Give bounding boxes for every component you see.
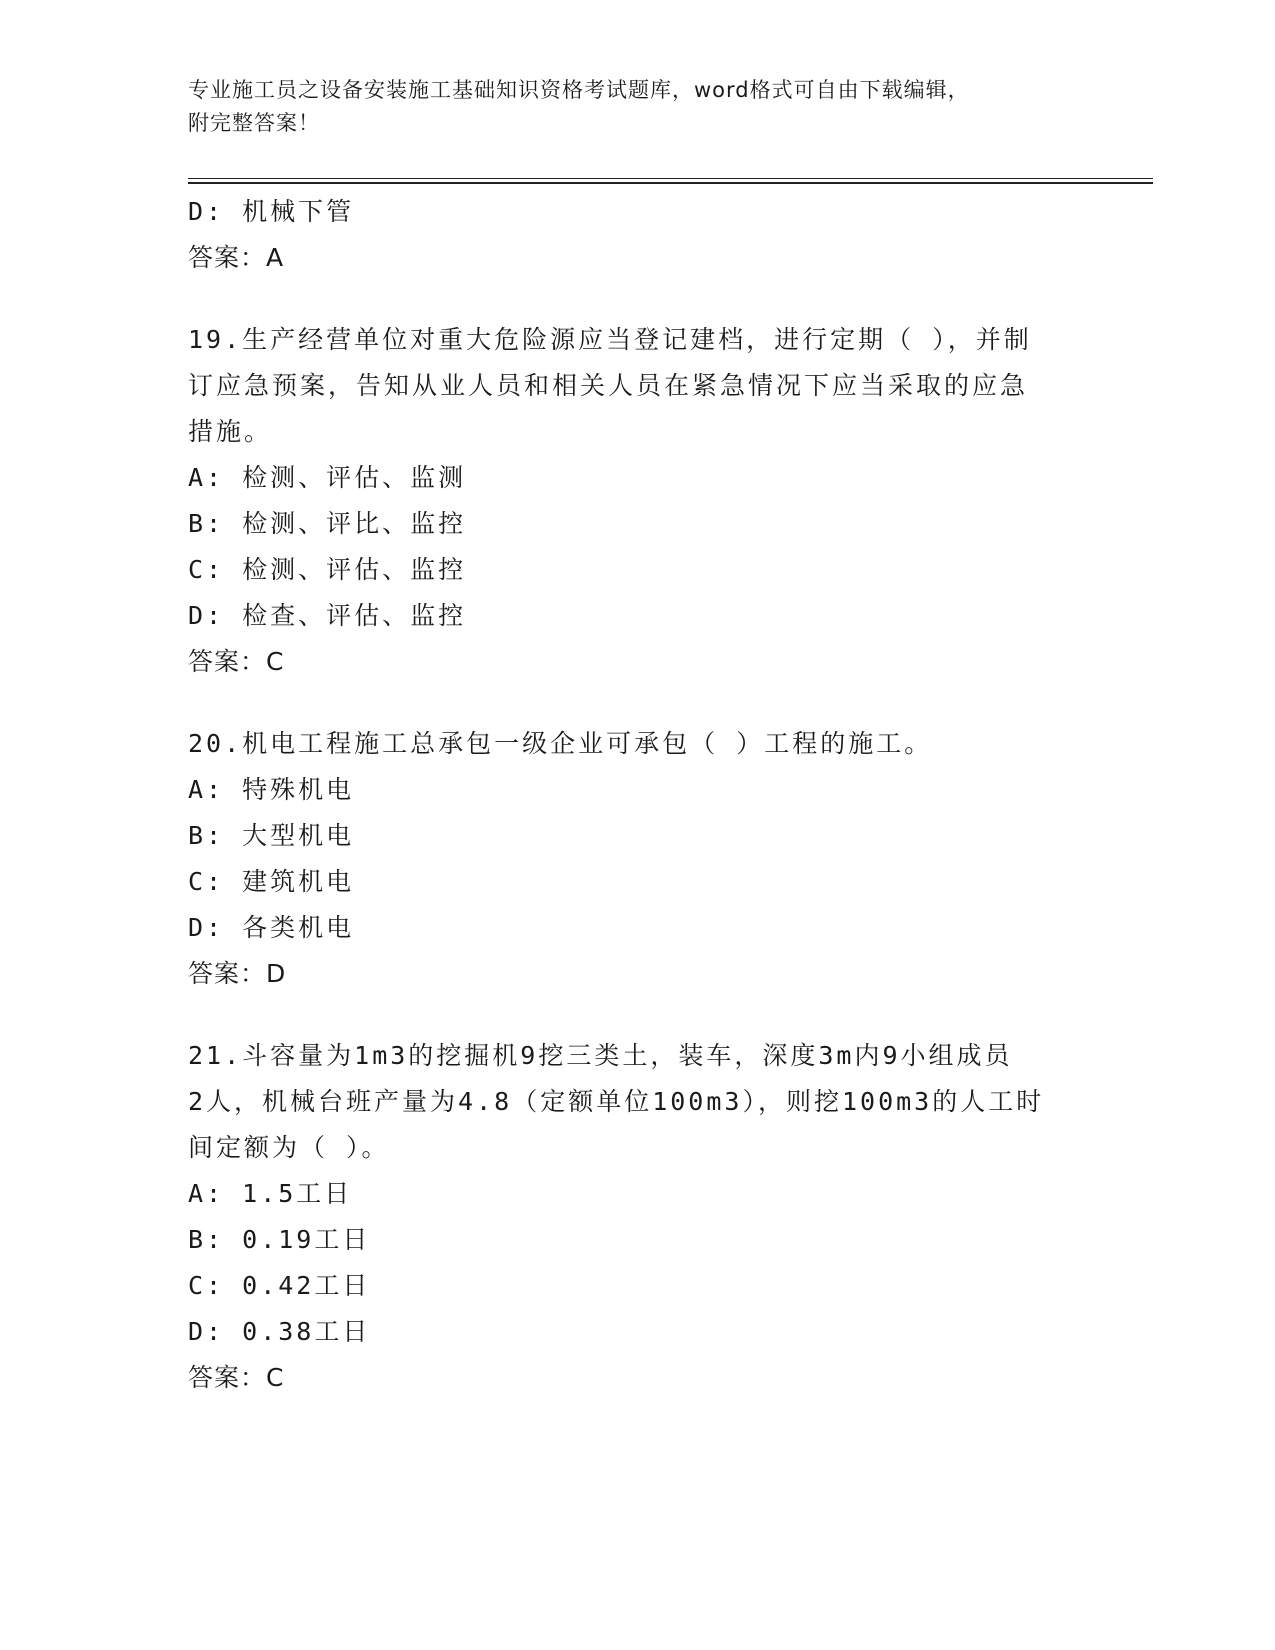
question-20: [188, 721, 1088, 997]
option-d: D: 检查、评估、监控: [188, 601, 467, 630]
option-b: B: 0.19工日: [188, 1225, 371, 1254]
option-c: C: 0.42工日: [188, 1271, 371, 1300]
question-stem-line: 21.斗容量为1m3的挖掘机9挖三类土，装车，深度3m内9小组成员: [188, 1041, 1013, 1070]
spacer: [188, 997, 1088, 1033]
question-stem-line: 2人，机械台班产量为4.8（定额单位100m3），则挖100m3的人工时: [188, 1087, 1045, 1116]
question-content: [188, 189, 1088, 1401]
option-d: D: 0.38工日: [188, 1317, 371, 1346]
prev-option-d: D: 机械下管: [188, 197, 355, 226]
header-rule-thin: [188, 178, 1153, 179]
prev-answer: 答案：A: [188, 243, 285, 272]
option-c: C: 建筑机电: [188, 867, 355, 896]
option-c: C: 检测、评估、监控: [188, 555, 467, 584]
question-stem-line: 订应急预案，告知从业人员和相关人员在紧急情况下应当采取的应急: [188, 371, 1029, 400]
header-rule-thick: [188, 182, 1153, 184]
answer: 答案：D: [188, 959, 287, 988]
option-a: A: 检测、评估、监测: [188, 463, 467, 492]
option-a: A: 1.5工日: [188, 1179, 353, 1208]
answer: 答案：C: [188, 647, 285, 676]
question-stem-line: 措施。: [188, 417, 273, 446]
option-a: A: 特殊机电: [188, 775, 355, 804]
spacer: [188, 281, 1088, 317]
question-stem-line: 间定额为（ ）。: [188, 1133, 390, 1162]
option-b: B: 大型机电: [188, 821, 355, 850]
question-stem-line: 19.生产经营单位对重大危险源应当登记建档，进行定期（ ），并制: [188, 325, 1032, 354]
option-d: D: 各类机电: [188, 913, 355, 942]
answer: 答案：C: [188, 1363, 285, 1392]
spacer: [188, 685, 1088, 721]
option-b: B: 检测、评比、监控: [188, 509, 467, 538]
document-header: [188, 74, 1088, 140]
header-line-1: 专业施工员之设备安装施工基础知识资格考试题库，word格式可自由下载编辑，: [188, 78, 970, 102]
question-19: [188, 317, 1088, 685]
header-line-2: 附完整答案！: [188, 111, 320, 135]
question-stem-line: 20.机电工程施工总承包一级企业可承包（ ）工程的施工。: [188, 729, 933, 758]
question-21: [188, 1033, 1088, 1401]
